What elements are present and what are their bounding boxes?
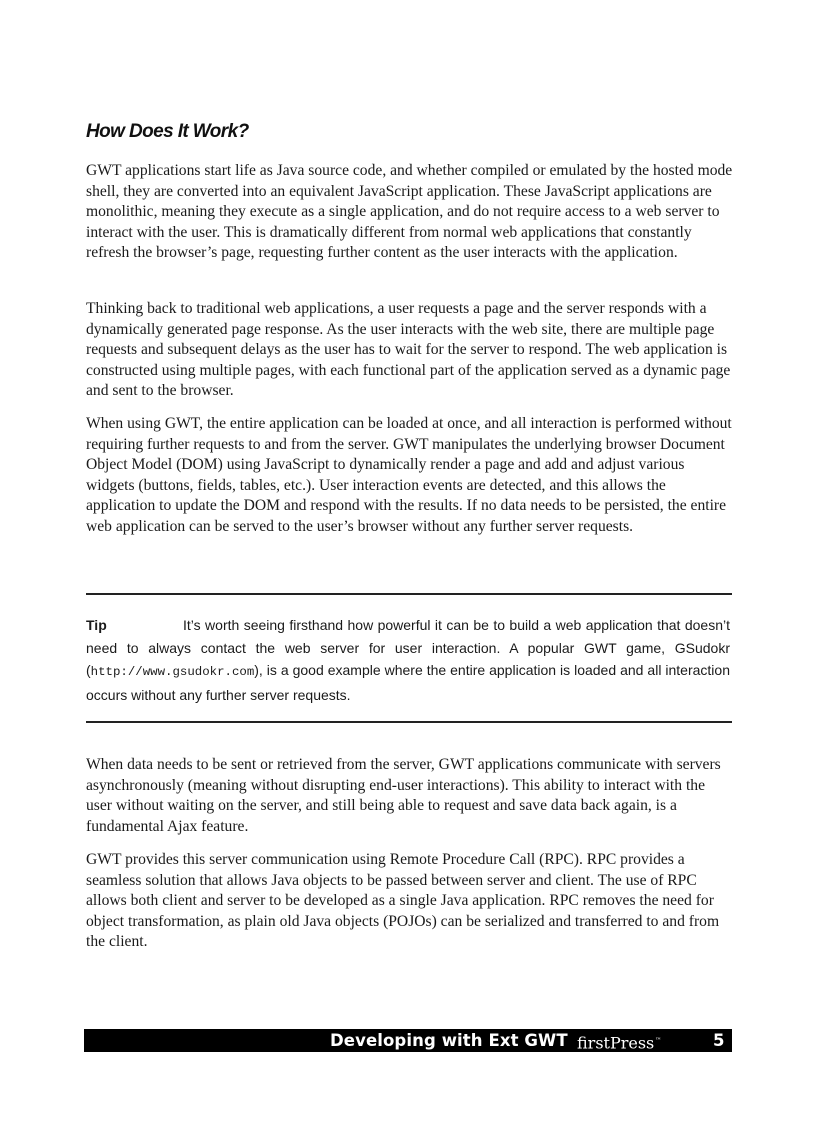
tip-text-after: ), is a good example where the entire application is loaded and all interaction occurs without any further server requests. [86,662,730,704]
section-heading: How Does It Work? [86,121,249,142]
body-paragraph: GWT applications start life as Java source code, and whether compiled or emulated by the hosted mode shell, they are converted into an equivalent JavaScript application. These JavaScript applications are monolithic, meaning they execute as a single application, and do not require access to a web server to interact with the user. This is dramatically different from normal web applications that constantly refresh the browser’s page, requesting further content as the user interacts with the application. [86,162,733,262]
footer-brand [577,1029,661,1052]
footer-bar [84,1029,732,1052]
tip-text-before: It’s worth seeing firsthand how powerful it can be to build a web application that doesn’t need to always contact the web server for user interaction. A popular GWT game, GSudokr ( [86,617,730,679]
body-paragraph: When data needs to be sent or retrieved from the server, GWT applications communicate with servers asynchronously (meaning without disrupting end-user interactions). This ability to interact with the user without waiting on the server, and still being able to request and save data back again, is a fundamental Ajax feature. [86,756,721,835]
tip-bottom-rule [86,721,732,723]
tip-url-link[interactable]: http://www.gsudokr.com [90,665,255,680]
tip-top-rule [86,593,732,595]
footer-brand-name: firstPress [577,1033,655,1053]
tip-box [86,614,730,707]
page-number: 5 [713,1031,725,1050]
trademark-symbol: ™ [655,1037,662,1044]
body-paragraph: GWT provides this server communication using Remote Procedure Call (RPC). RPC provides a seamless solution that allows Java objects to be passed between server and client. The use of RPC allows both client and server to be developed as a single Java application. RPC removes the need for object transformation, as plain old Java objects (POJOs) can be serialized and transferred to and from the client. [86,851,720,951]
body-paragraph: Thinking back to traditional web applications, a user requests a page and the server responds with a dynamically generated page response. As the user interacts with the web site, there are multiple page requests and subsequent delays as the user has to wait for the server to respond. The web application is constructed using multiple pages, with each functional part of the application served as a dynamic page and sent to the browser. [86,300,731,400]
footer-book-title: Developing with Ext GWT [330,1031,568,1050]
body-paragraph: When using GWT, the entire application can be loaded at once, and all interaction is performed without requiring further requests to and from the server. GWT manipulates the underlying browser Document Object Model (DOM) using JavaScript to dynamically render a page and add and adjust various widgets (buttons, fields, tables, etc.). User interaction events are detected, and this allows the application to update the DOM and respond with the results. If no data needs to be persisted, the entire web application can be served to the user’s browser without any further server requests. [86,415,732,535]
tip-label: Tip [86,617,107,633]
